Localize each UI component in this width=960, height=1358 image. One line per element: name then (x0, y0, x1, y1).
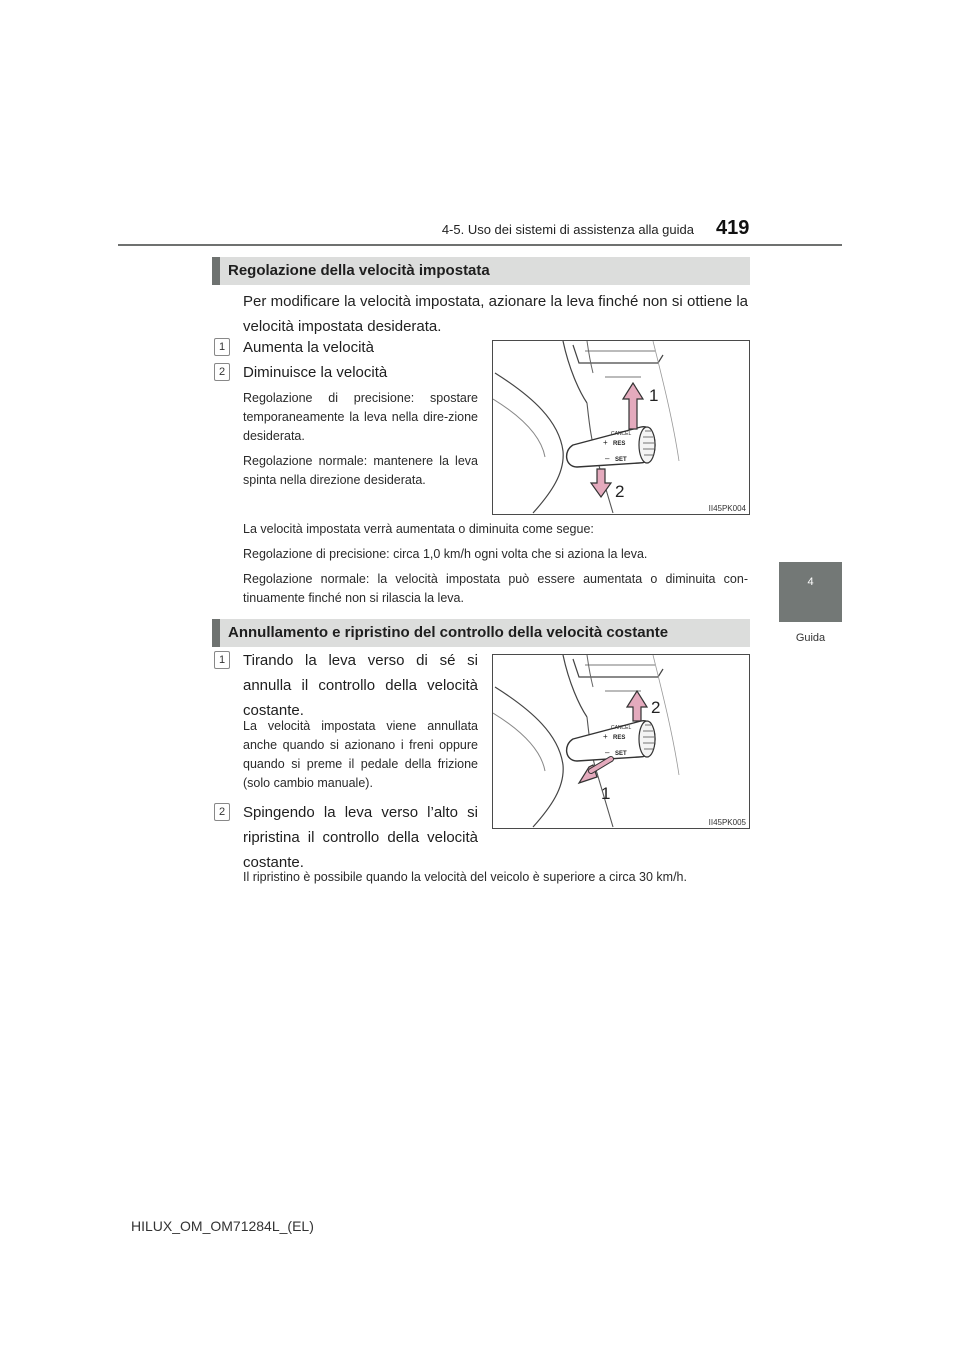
note-text: Regolazione normale: la velocità impostata può essere aumentata o diminuita con-tinuamente finché non si rilascia la leva. (243, 572, 748, 605)
chapter-number: 4 (807, 576, 814, 588)
svg-text:–: – (605, 748, 610, 757)
item-marker: 2 (214, 803, 230, 821)
item-marker: 1 (214, 651, 230, 669)
item-note: Regolazione normale: mantenere la leva spinta nella direzione desiderata. (243, 454, 478, 487)
figure-code: II45PK004 (708, 504, 746, 513)
callout-label: 2 (615, 482, 625, 501)
item-text: Tirando la leva verso di sé si annulla il controllo della velocità costante. (243, 652, 478, 719)
lever-label-set: SET (615, 457, 627, 463)
lever-label-res: RES (613, 441, 626, 447)
lever-label-cancel: CANCEL (611, 725, 632, 731)
item-text: Aumenta la velocità (243, 339, 374, 356)
item-note: Il ripristino è possibile quando la velocità del veicolo è superiore a circa 30 km/h. (243, 870, 687, 884)
arrow-up-icon (627, 691, 647, 721)
note-text: Regolazione di precisione: circa 1,0 km/h ogni volta che si aziona la leva. (243, 547, 648, 561)
lever-drawing (493, 341, 749, 514)
item-marker: 2 (214, 363, 230, 381)
lever-illustration (492, 654, 750, 829)
header-divider (118, 244, 842, 246)
header-section-title: 4-5. Uso dei sistemi di assistenza alla guida (441, 222, 694, 237)
section-heading: Regolazione della velocità impostata (212, 257, 750, 285)
item-marker: 1 (214, 338, 230, 356)
lever-label-res: RES (613, 735, 626, 741)
callout-label: 2 (651, 698, 661, 717)
note-text: La velocità impostata verrà aumentata o diminuita come segue: (243, 522, 594, 536)
item-note: La velocità impostata viene annullata anche quando si azionano i freni oppure quando si preme il pedale della frizione (solo cambio manuale). (243, 719, 478, 790)
callout-label: 1 (601, 784, 611, 803)
chapter-label: Guida (795, 632, 826, 644)
lever-label-set: SET (615, 751, 627, 757)
svg-text:+: + (603, 438, 608, 447)
svg-text:+: + (603, 732, 608, 741)
section-intro: Per modificare la velocità impostata, azionare la leva finché non si ottiene la velocità impostata desiderata. (243, 293, 748, 335)
arrow-up-icon (623, 383, 643, 429)
arrow-down-icon (591, 469, 611, 497)
page-number: 419 (716, 217, 750, 239)
item-text: Diminuisce la velocità (243, 364, 388, 381)
document-code: HILUX_OM_OM71284L_(EL) (131, 1218, 314, 1234)
figure-code: II45PK005 (708, 818, 746, 827)
svg-text:–: – (605, 454, 610, 463)
item-note: Regolazione di precisione: spostare temporaneamente la leva nella dire-zione desiderata. (243, 391, 478, 443)
lever-label-cancel: CANCEL (611, 431, 632, 437)
callout-label: 1 (649, 386, 659, 405)
item-text: Spingendo la leva verso l’alto si ripristina il controllo della velocità costante. (243, 804, 478, 871)
section-heading: Annullamento e ripristino del controllo della velocità costante (212, 619, 750, 647)
chapter-tab (779, 562, 842, 622)
lever-illustration (492, 340, 750, 515)
lever-drawing (493, 655, 749, 828)
